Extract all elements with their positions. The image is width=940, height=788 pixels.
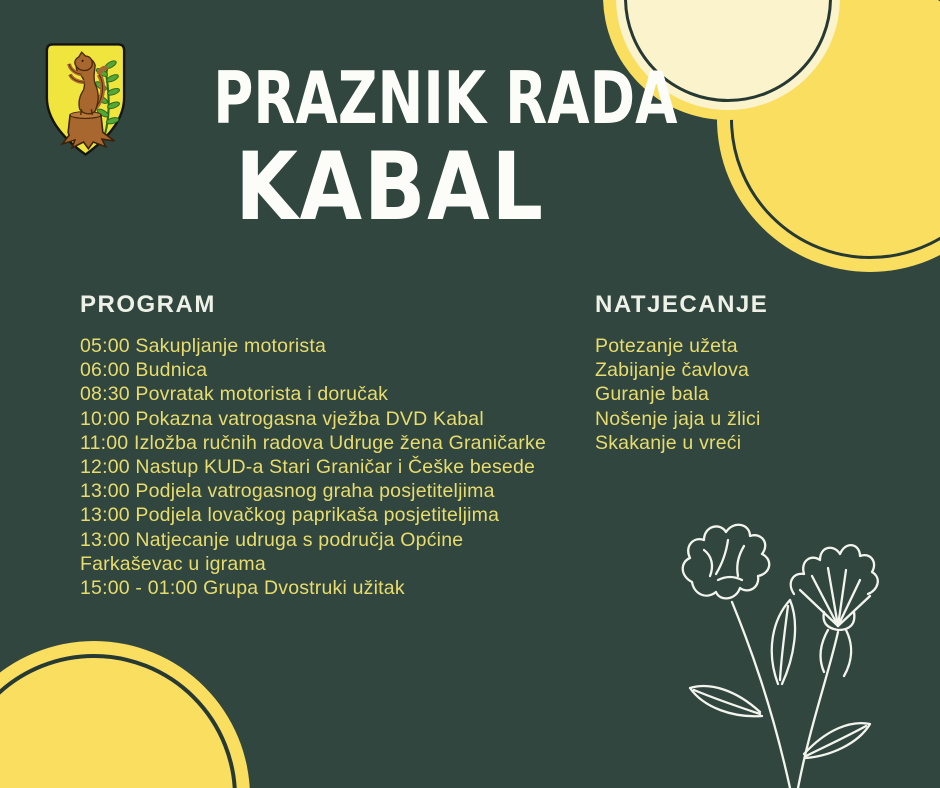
competition-line: Zabijanje čavlova: [595, 359, 750, 382]
poster-title: PRAZNIK RADA: [213, 56, 678, 140]
program-list: [80, 334, 546, 600]
competition-line: Potezanje užeta: [595, 335, 738, 357]
program-line: 13:00 Podjela vatrogasnog graha posjetiteljima: [80, 480, 495, 503]
program-line: 13:00 Podjela lovačkog paprikaša posjetiteljima: [80, 504, 500, 527]
program-section: [80, 291, 546, 600]
coat-of-arms-icon: [43, 41, 128, 158]
decorative-circle-bottom-left-yellow: [0, 641, 250, 788]
competitions-section: [595, 291, 768, 455]
program-line: 05:00 Sakupljanje motorista: [80, 335, 327, 357]
program-line: 08:30 Povratak motorista i doručak: [80, 383, 389, 406]
competition-line: Guranje bala: [595, 383, 710, 406]
circle-inner-ring: [0, 654, 237, 788]
program-line: 15:00 - 01:00 Grupa Dvostruki užitak: [80, 577, 405, 600]
program-line: 13:00 Natjecanje udruga s područja Općine: [80, 528, 464, 551]
carnation-flower-icon: [648, 516, 912, 788]
program-line: 06:00 Budnica: [80, 359, 208, 382]
program-line: 12:00 Nastup KUD-a Stari Graničar i Češke besede: [80, 456, 536, 479]
poster-subtitle: KABAL: [235, 133, 545, 242]
program-heading: PROGRAM: [80, 291, 216, 318]
program-line: 10:00 Pokazna vatrogasna vježba DVD Kabal: [80, 407, 484, 430]
program-line: 11:00 Izložba ručnih radova Udruge žena Graničarke: [80, 431, 546, 454]
title-block: [140, 56, 678, 242]
competitions-list: [595, 334, 768, 455]
competitions-heading: NATJECANJE: [595, 291, 769, 318]
program-line: Farkaševac u igrama: [80, 552, 266, 575]
competition-line: Skakanje u vreći: [595, 431, 742, 454]
competition-line: Nošenje jaja u žlici: [595, 407, 761, 430]
